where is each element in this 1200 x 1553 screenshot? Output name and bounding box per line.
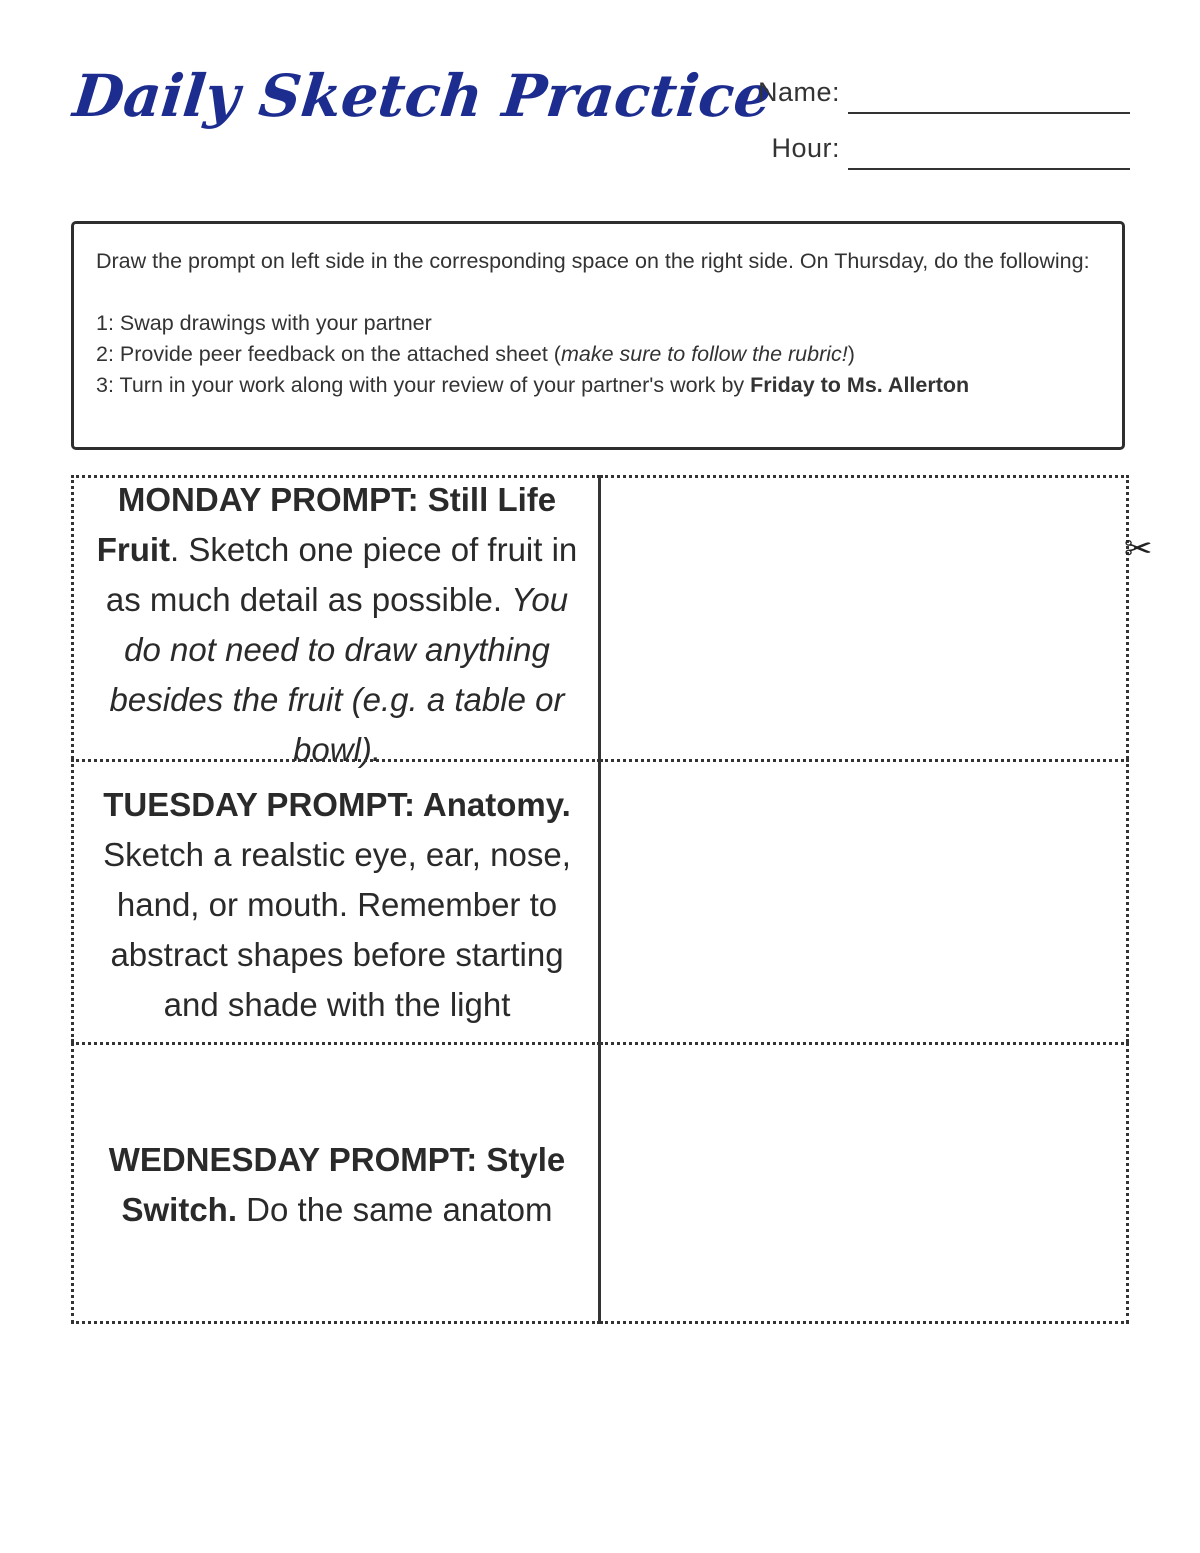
hour-field[interactable] — [848, 168, 1130, 170]
tuesday-prompt-title: TUESDAY PROMPT: Anatomy. — [103, 786, 571, 823]
instructions-intro: Draw the prompt on left side in the corresponding space on the right side. On Thursday, do the following: — [96, 249, 1090, 273]
scissors-icon: ✂ — [1124, 529, 1153, 569]
rubric-note: make sure to follow the rubric! — [560, 342, 848, 366]
wednesday-prompt-title: WEDNESDAY PROMPT: Style Switch. — [108, 1141, 566, 1228]
tuesday-drawing-area[interactable] — [600, 759, 1129, 1042]
column-divider — [598, 475, 601, 1324]
monday-drawing-area[interactable] — [600, 475, 1129, 759]
monday-prompt-cell — [71, 475, 600, 768]
monday-prompt: MONDAY PROMPT: Still Life Fruit. Sketch one piece of fruit in as much detail as possible. You do not need to draw anything besides the fruit (e.g. a table or bowl). — [96, 481, 578, 768]
name-label: Name: — [757, 77, 840, 107]
instructions-step-3: 3: Turn in your work along with your review of your partner's work by Friday to Ms. Allerton — [96, 373, 970, 397]
wednesday-prompt: WEDNESDAY PROMPT: Style Switch. Do the same anatom — [108, 1141, 566, 1228]
name-field-row — [700, 74, 1130, 114]
sketch-grid — [71, 475, 1129, 1324]
tuesday-prompt-cell — [71, 759, 600, 1042]
hour-label: Hour: — [771, 133, 840, 163]
instructions-step-2: 2: Provide peer feedback on the attached sheet (make sure to follow the rubric!) — [96, 342, 855, 366]
instructions-box — [71, 221, 1125, 450]
tuesday-prompt: TUESDAY PROMPT: Anatomy. Sketch a realstic eye, ear, nose, hand, or mouth. Remember to abstract shapes before starting and shade with the light — [103, 786, 571, 1023]
wednesday-drawing-area[interactable] — [600, 1042, 1129, 1324]
page-title: Daily Sketch Practice — [70, 62, 775, 130]
due-date: Friday to Ms. Allerton — [750, 373, 970, 397]
name-field[interactable] — [848, 112, 1130, 114]
monday-prompt-title: MONDAY PROMPT: Still Life Fruit — [96, 481, 557, 568]
instructions-step-1: 1: Swap drawings with your partner — [96, 311, 432, 335]
wednesday-prompt-cell — [71, 1042, 600, 1324]
monday-prompt-note: You do not need to draw anything besides the fruit (e.g. a table or bowl). — [109, 581, 569, 768]
hour-field-row — [700, 130, 1130, 170]
